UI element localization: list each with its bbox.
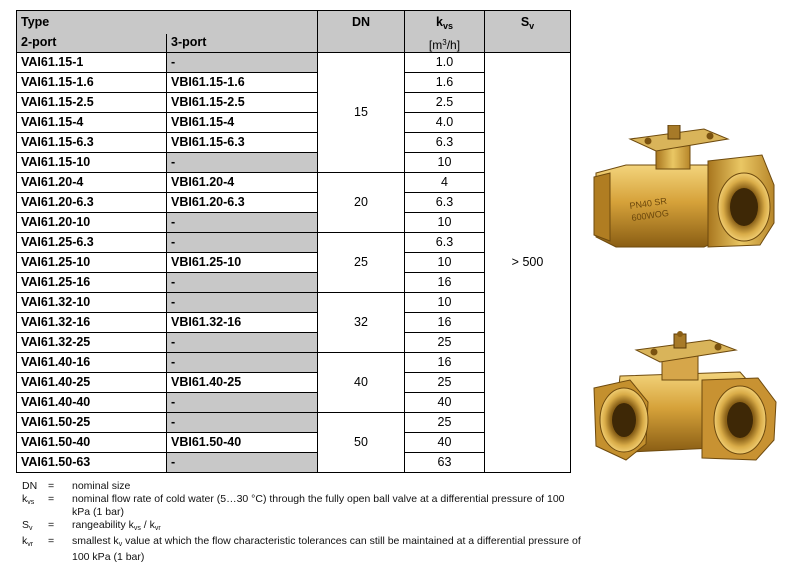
two-port-cell: VAI61.15-4	[17, 113, 167, 133]
valve-marking-pn: PN40 SR	[628, 195, 668, 211]
dn-header: DN	[318, 11, 405, 53]
three-port-cell: VBI61.15-6.3	[167, 133, 318, 153]
two-port-cell: VAI61.50-63	[17, 453, 167, 473]
kvs-cell: 1.6	[405, 73, 485, 93]
kvs-cell: 40	[405, 433, 485, 453]
two-port-cell: VAI61.50-25	[17, 413, 167, 433]
two-port-cell: VAI61.15-1.6	[17, 73, 167, 93]
two-port-cell: VAI61.32-10	[17, 293, 167, 313]
two-port-cell: VAI61.15-6.3	[17, 133, 167, 153]
three-port-cell: -	[167, 273, 318, 293]
dn-cell: 50	[318, 413, 405, 473]
three-port-cell: -	[167, 213, 318, 233]
two-port-cell: VAI61.15-10	[17, 153, 167, 173]
two-port-cell: VAI61.40-16	[17, 353, 167, 373]
kvs-cell: 40	[405, 393, 485, 413]
three-port-cell: -	[167, 353, 318, 373]
dn-cell: 15	[318, 53, 405, 173]
two-port-cell: VAI61.32-16	[17, 313, 167, 333]
two-port-header: 2-port	[17, 34, 167, 53]
two-port-cell: VAI61.25-6.3	[17, 233, 167, 253]
table-header	[17, 11, 571, 53]
kvs-cell: 10	[405, 153, 485, 173]
kvs-cell: 1.0	[405, 53, 485, 73]
kvs-cell: 2.5	[405, 93, 485, 113]
three-port-cell: -	[167, 153, 318, 173]
two-port-cell: VAI61.50-40	[17, 433, 167, 453]
two-port-cell: VAI61.25-10	[17, 253, 167, 273]
three-port-cell: -	[167, 333, 318, 353]
three-port-cell: -	[167, 413, 318, 433]
two-port-cell: VAI61.15-2.5	[17, 93, 167, 113]
valve-spec-table	[16, 10, 571, 473]
three-port-cell: VBI61.25-10	[167, 253, 318, 273]
three-port-cell: -	[167, 53, 318, 73]
valve-marking-wog: 600WOG	[630, 207, 670, 223]
dn-cell: 25	[318, 233, 405, 293]
table-body	[17, 53, 571, 473]
note-dn: DN = nominal size	[22, 480, 131, 492]
three-port-cell: VBI61.15-1.6	[167, 73, 318, 93]
kvs-cell: 10	[405, 213, 485, 233]
three-port-header: 3-port	[167, 34, 318, 53]
three-port-cell: -	[167, 393, 318, 413]
three-port-cell: VBI61.20-4	[167, 173, 318, 193]
three-port-cell: VBI61.40-25	[167, 373, 318, 393]
kvs-cell: 4	[405, 173, 485, 193]
two-port-cell: VAI61.40-40	[17, 393, 167, 413]
dn-cell: 32	[318, 293, 405, 353]
kvs-cell: 6.3	[405, 193, 485, 213]
dn-cell: 20	[318, 173, 405, 233]
two-port-valve-image	[586, 125, 778, 253]
note-sv: Sv = rangeability kvs / kvr	[22, 519, 161, 532]
three-port-cell: VBI61.20-6.3	[167, 193, 318, 213]
kvs-header: $k_{vs}$ $[m^3/h]$	[405, 11, 485, 53]
kvs-cell: 25	[405, 373, 485, 393]
two-port-cell: VAI61.20-10	[17, 213, 167, 233]
three-port-cell: -	[167, 453, 318, 473]
footnotes	[22, 480, 582, 564]
three-port-cell: VBI61.15-2.5	[167, 93, 318, 113]
three-port-valve-image	[590, 328, 780, 463]
sv-header: $S_v$	[485, 11, 571, 53]
note-kvs: kvs = nominal flow rate of cold water (5…30 °C) through the fully open ball valve at a differential pressure of 100 kPa (1 bar)	[22, 493, 565, 518]
sv-cell: > 500	[485, 53, 571, 473]
three-port-cell: -	[167, 293, 318, 313]
kvs-cell: 10	[405, 293, 485, 313]
kvs-cell: 25	[405, 413, 485, 433]
three-port-cell: VBI61.32-16	[167, 313, 318, 333]
two-port-cell: VAI61.20-4	[17, 173, 167, 193]
kvs-unit: $[m^3/h]$	[428, 38, 461, 52]
kvs-cell: 4.0	[405, 113, 485, 133]
kvs-cell: 16	[405, 313, 485, 333]
type-header: Type	[17, 11, 318, 34]
note-kvr: kvr = smallest kv value at which the flow characteristic tolerances can still be maintained at a differential pressure of 100 kPa (1 bar)	[22, 535, 581, 563]
two-port-cell: VAI61.20-6.3	[17, 193, 167, 213]
two-port-cell: VAI61.40-25	[17, 373, 167, 393]
kvs-cell: 63	[405, 453, 485, 473]
kvs-cell: 16	[405, 353, 485, 373]
kvs-cell: 16	[405, 273, 485, 293]
kvs-cell: 6.3	[405, 233, 485, 253]
kvs-cell: 10	[405, 253, 485, 273]
two-port-cell: VAI61.15-1	[17, 53, 167, 73]
two-port-cell: VAI61.32-25	[17, 333, 167, 353]
two-port-cell: VAI61.25-16	[17, 273, 167, 293]
three-port-cell: -	[167, 233, 318, 253]
kvs-cell: 25	[405, 333, 485, 353]
table-row	[17, 53, 571, 73]
three-port-cell: VBI61.50-40	[167, 433, 318, 453]
dn-cell: 40	[318, 353, 405, 413]
kvs-cell: 6.3	[405, 133, 485, 153]
three-port-cell: VBI61.15-4	[167, 113, 318, 133]
